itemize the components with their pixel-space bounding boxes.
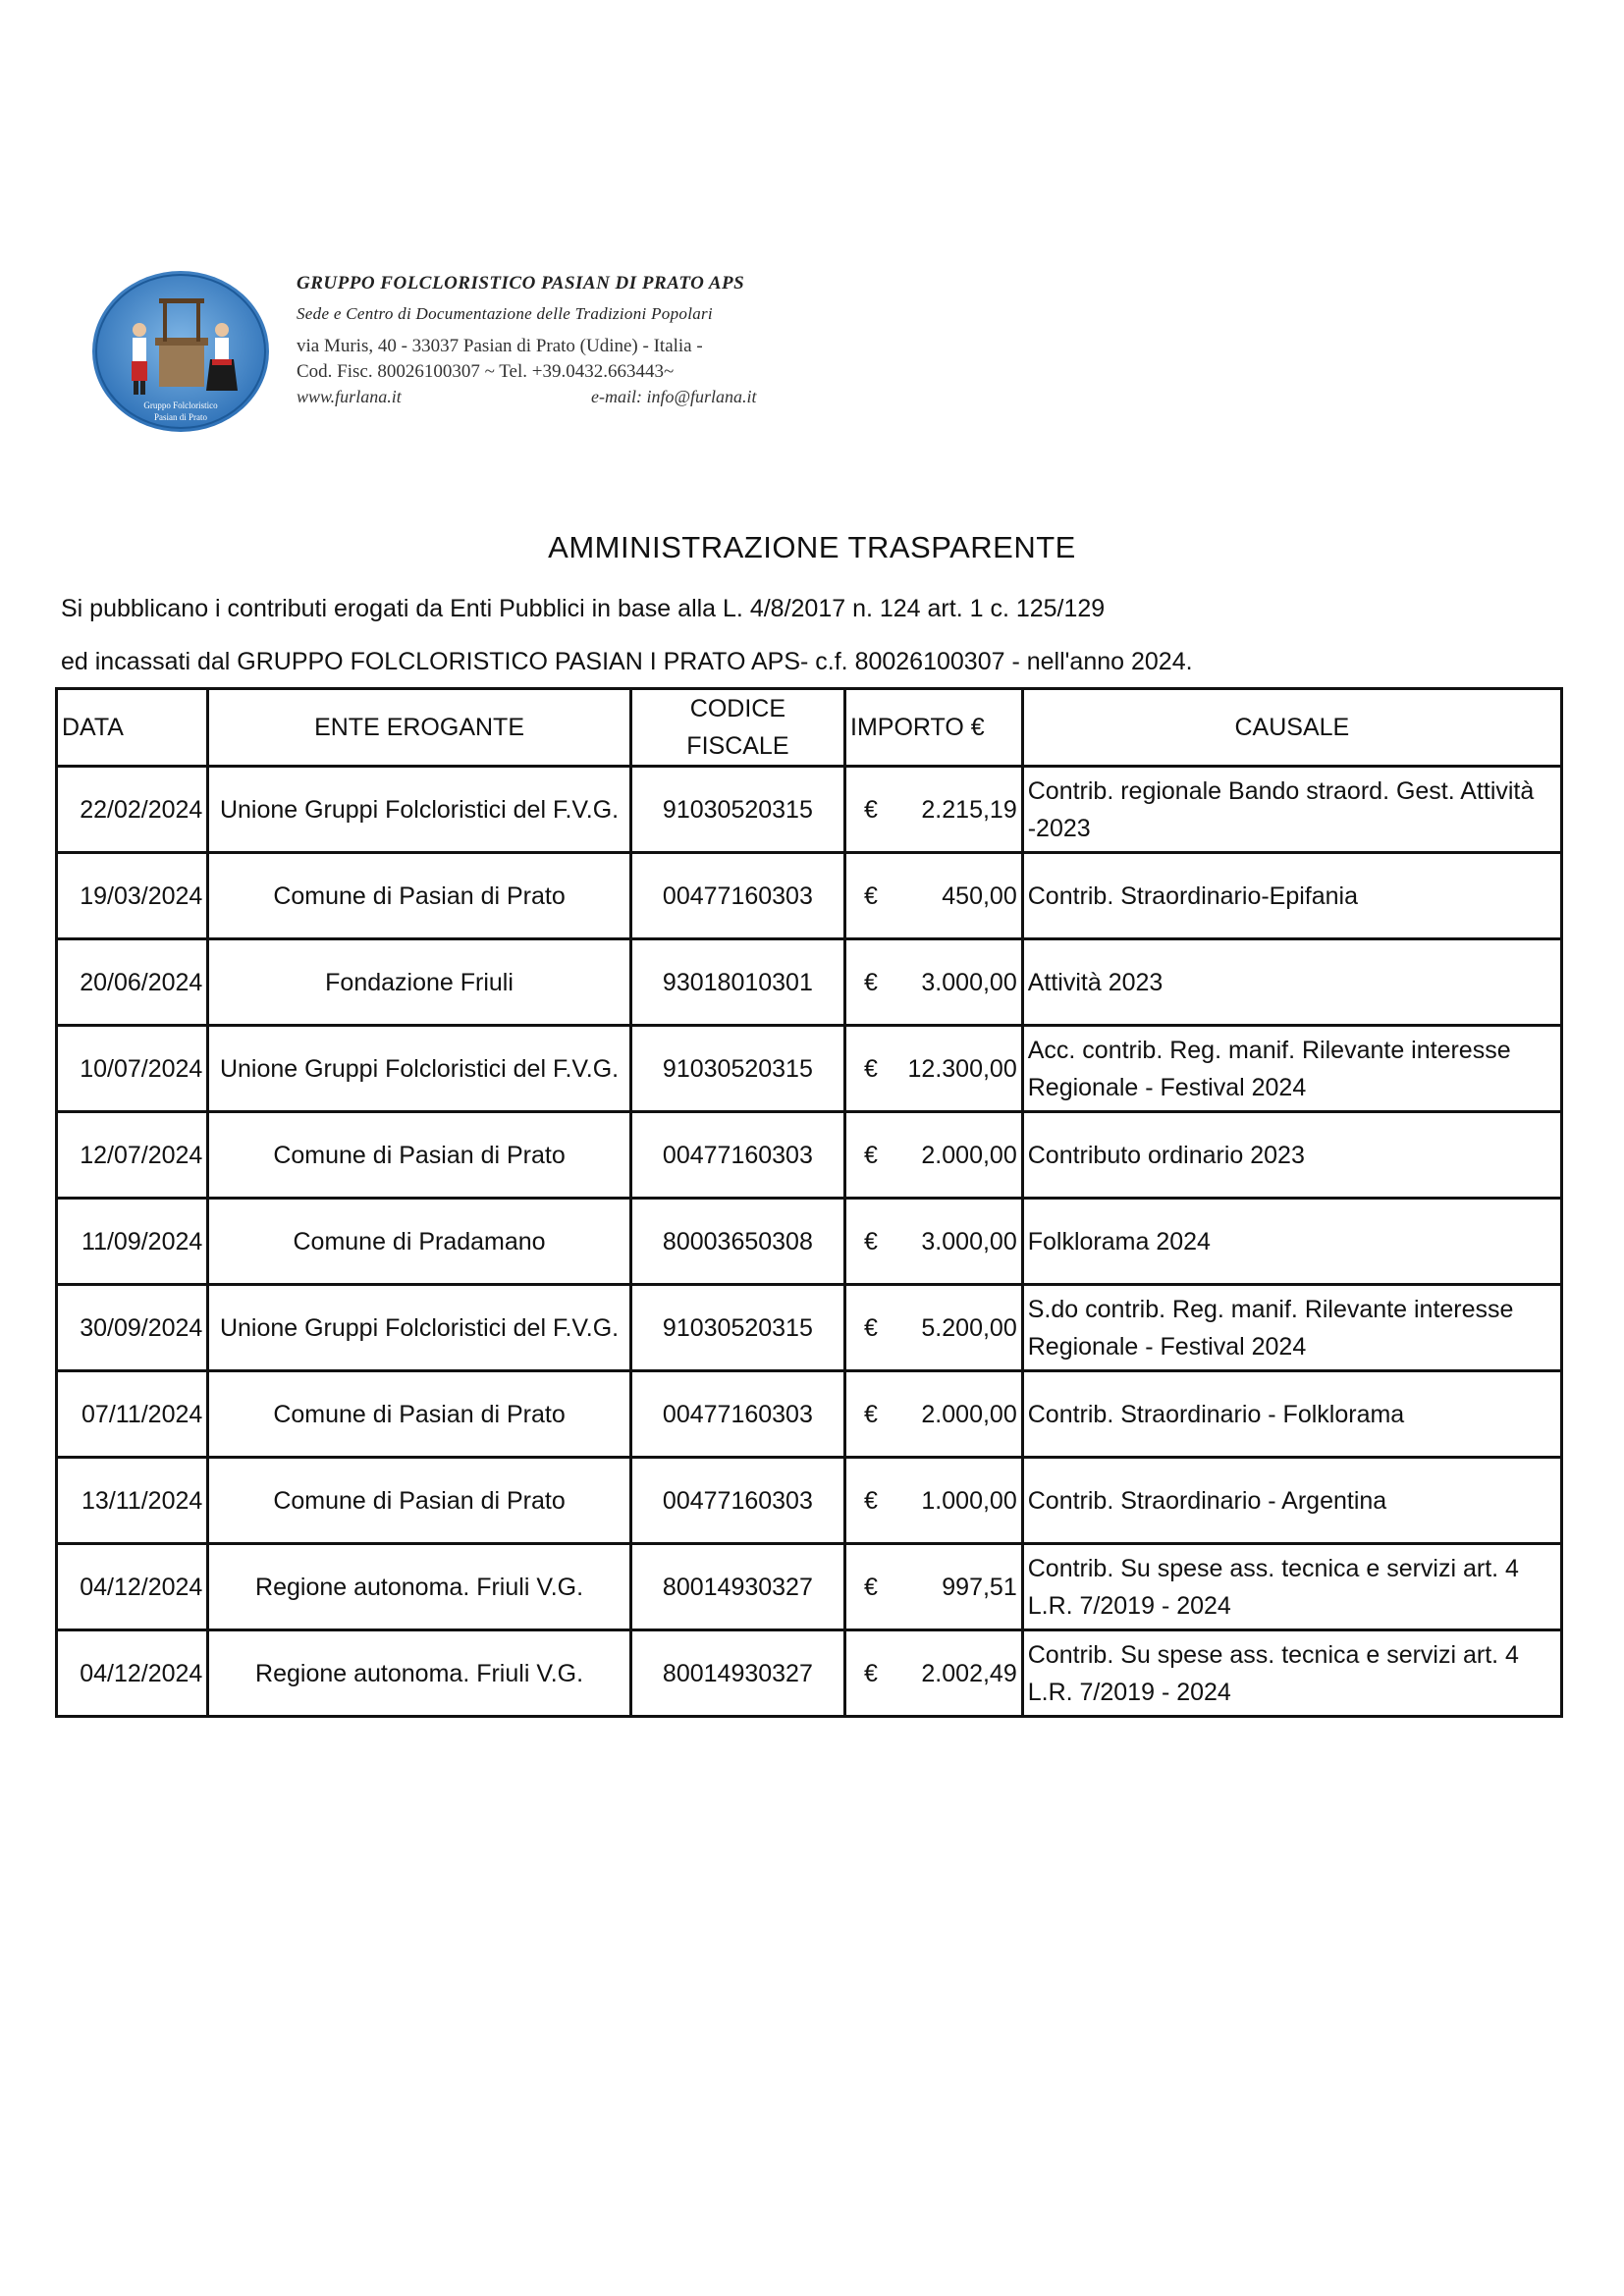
currency-symbol: € xyxy=(864,1227,878,1255)
organization-name: GRUPPO FOLCLORISTICO PASIAN DI PRATO APS xyxy=(297,273,745,294)
header-ente-erogante: ENTE EROGANTE xyxy=(208,689,630,767)
amount-value: 2.002,49 xyxy=(921,1659,1017,1687)
organization-contacts xyxy=(297,387,866,410)
cell-importo xyxy=(845,1371,1023,1458)
table-row xyxy=(57,1026,1562,1112)
cell-ente: Comune di Pasian di Prato xyxy=(208,1112,630,1199)
cell-importo xyxy=(845,1199,1023,1285)
cell-importo xyxy=(845,939,1023,1026)
cell-date: 04/12/2024 xyxy=(57,1630,208,1717)
cell-date: 04/12/2024 xyxy=(57,1544,208,1630)
cell-ente: Comune di Pradamano xyxy=(208,1199,630,1285)
cell-codice-fiscale: 80003650308 xyxy=(630,1199,844,1285)
currency-symbol: € xyxy=(864,1054,878,1083)
currency-symbol: € xyxy=(864,795,878,824)
cell-codice-fiscale: 00477160303 xyxy=(630,853,844,939)
contributions-table xyxy=(55,687,1563,1718)
organization-info xyxy=(297,273,866,410)
currency-symbol: € xyxy=(864,1486,878,1515)
currency-symbol: € xyxy=(864,1313,878,1342)
table-row xyxy=(57,1458,1562,1544)
cell-causale: Acc. contrib. Reg. manif. Rilevante interesse Regionale - Festival 2024 xyxy=(1022,1026,1561,1112)
currency-symbol: € xyxy=(864,968,878,996)
cell-ente: Unione Gruppi Folcloristici del F.V.G. xyxy=(208,1285,630,1371)
cell-causale: Contrib. Su spese ass. tecnica e servizi art. 4 L.R. 7/2019 - 2024 xyxy=(1022,1630,1561,1717)
website-link[interactable]: www.furlana.it xyxy=(297,387,402,406)
cell-causale: S.do contrib. Reg. manif. Rilevante interesse Regionale - Festival 2024 xyxy=(1022,1285,1561,1371)
cell-causale: Contrib. Straordinario - Argentina xyxy=(1022,1458,1561,1544)
cell-causale: Contributo ordinario 2023 xyxy=(1022,1112,1561,1199)
svg-text:Pasian di Prato: Pasian di Prato xyxy=(154,412,207,422)
header-importo: IMPORTO € xyxy=(845,689,1023,767)
cell-codice-fiscale: 91030520315 xyxy=(630,767,844,853)
cell-date: 20/06/2024 xyxy=(57,939,208,1026)
cell-importo xyxy=(845,853,1023,939)
cell-date: 22/02/2024 xyxy=(57,767,208,853)
header-causale: CAUSALE xyxy=(1022,689,1561,767)
table-header-row xyxy=(57,689,1562,767)
cell-causale: Folklorama 2024 xyxy=(1022,1199,1561,1285)
cell-causale: Contrib. regionale Bando straord. Gest. Attività -2023 xyxy=(1022,767,1561,853)
currency-symbol: € xyxy=(864,1400,878,1428)
cell-date: 10/07/2024 xyxy=(57,1026,208,1112)
amount-value: 12.300,00 xyxy=(907,1054,1017,1083)
table-row xyxy=(57,1371,1562,1458)
cell-codice-fiscale: 91030520315 xyxy=(630,1285,844,1371)
header-data: DATA xyxy=(57,689,208,767)
organization-address: via Muris, 40 - 33037 Pasian di Prato (Udine) - Italia - xyxy=(297,336,703,356)
svg-text:Gruppo Folcloristico: Gruppo Folcloristico xyxy=(143,400,218,410)
cell-importo xyxy=(845,767,1023,853)
table-row xyxy=(57,853,1562,939)
organization-subtitle: Sede e Centro di Documentazione delle Tradizioni Popolari xyxy=(297,304,713,323)
document-title: AMMINISTRAZIONE TRASPARENTE xyxy=(548,530,1076,564)
cell-importo xyxy=(845,1112,1023,1199)
table-row xyxy=(57,1544,1562,1630)
cell-causale: Attività 2023 xyxy=(1022,939,1561,1026)
currency-symbol: € xyxy=(864,1659,878,1687)
amount-value: 997,51 xyxy=(942,1573,1017,1601)
cell-ente: Fondazione Friuli xyxy=(208,939,630,1026)
amount-value: 450,00 xyxy=(942,881,1017,910)
cell-ente: Regione autonoma. Friuli V.G. xyxy=(208,1630,630,1717)
cell-date: 13/11/2024 xyxy=(57,1458,208,1544)
table-row xyxy=(57,1285,1562,1371)
cell-ente: Comune di Pasian di Prato xyxy=(208,853,630,939)
amount-value: 3.000,00 xyxy=(921,968,1017,996)
cell-codice-fiscale: 00477160303 xyxy=(630,1112,844,1199)
logo-icon xyxy=(90,269,271,434)
cell-codice-fiscale: 93018010301 xyxy=(630,939,844,1026)
currency-symbol: € xyxy=(864,1573,878,1601)
table-row xyxy=(57,767,1562,853)
amount-value: 2.000,00 xyxy=(921,1141,1017,1169)
organization-codes: Cod. Fisc. 80026100307 ~ Tel. +39.0432.663443~ xyxy=(297,361,675,382)
cell-date: 07/11/2024 xyxy=(57,1371,208,1458)
cell-importo xyxy=(845,1544,1023,1630)
cell-ente: Comune di Pasian di Prato xyxy=(208,1458,630,1544)
amount-value: 2.000,00 xyxy=(921,1400,1017,1428)
cell-date: 30/09/2024 xyxy=(57,1285,208,1371)
cell-importo xyxy=(845,1285,1023,1371)
cell-causale: Contrib. Straordinario - Folklorama xyxy=(1022,1371,1561,1458)
cell-codice-fiscale: 80014930327 xyxy=(630,1544,844,1630)
cell-codice-fiscale: 00477160303 xyxy=(630,1371,844,1458)
letterhead xyxy=(90,263,856,440)
cell-ente: Regione autonoma. Friuli V.G. xyxy=(208,1544,630,1630)
cell-importo xyxy=(845,1630,1023,1717)
cell-importo xyxy=(845,1026,1023,1112)
table-row xyxy=(57,1199,1562,1285)
amount-value: 3.000,00 xyxy=(921,1227,1017,1255)
currency-symbol: € xyxy=(864,1141,878,1169)
currency-symbol: € xyxy=(864,881,878,910)
cell-date: 19/03/2024 xyxy=(57,853,208,939)
table-row xyxy=(57,1112,1562,1199)
cell-codice-fiscale: 00477160303 xyxy=(630,1458,844,1544)
cell-date: 12/07/2024 xyxy=(57,1112,208,1199)
table-row xyxy=(57,939,1562,1026)
cell-ente: Unione Gruppi Folcloristici del F.V.G. xyxy=(208,767,630,853)
amount-value: 2.215,19 xyxy=(921,795,1017,824)
table-row xyxy=(57,1630,1562,1717)
header-codice-fiscale: CODICE FISCALE xyxy=(630,689,844,767)
table-body xyxy=(57,767,1562,1717)
intro-line-2: ed incassati dal GRUPPO FOLCLORISTICO PASIAN I PRATO APS- c.f. 80026100307 - nell'anno 2024. xyxy=(61,648,1193,675)
cell-codice-fiscale: 80014930327 xyxy=(630,1630,844,1717)
intro-line-1: Si pubblicano i contributi erogati da Enti Pubblici in base alla L. 4/8/2017 n. 124 art. 1 c. 125/129 xyxy=(61,595,1106,622)
cell-importo xyxy=(845,1458,1023,1544)
cell-ente: Comune di Pasian di Prato xyxy=(208,1371,630,1458)
cell-causale: Contrib. Su spese ass. tecnica e servizi art. 4 L.R. 7/2019 - 2024 xyxy=(1022,1544,1561,1630)
cell-date: 11/09/2024 xyxy=(57,1199,208,1285)
cell-causale: Contrib. Straordinario-Epifania xyxy=(1022,853,1561,939)
cell-codice-fiscale: 91030520315 xyxy=(630,1026,844,1112)
cell-ente: Unione Gruppi Folcloristici del F.V.G. xyxy=(208,1026,630,1112)
amount-value: 5.200,00 xyxy=(921,1313,1017,1342)
email-link[interactable]: e-mail: info@furlana.it xyxy=(591,387,757,406)
amount-value: 1.000,00 xyxy=(921,1486,1017,1515)
